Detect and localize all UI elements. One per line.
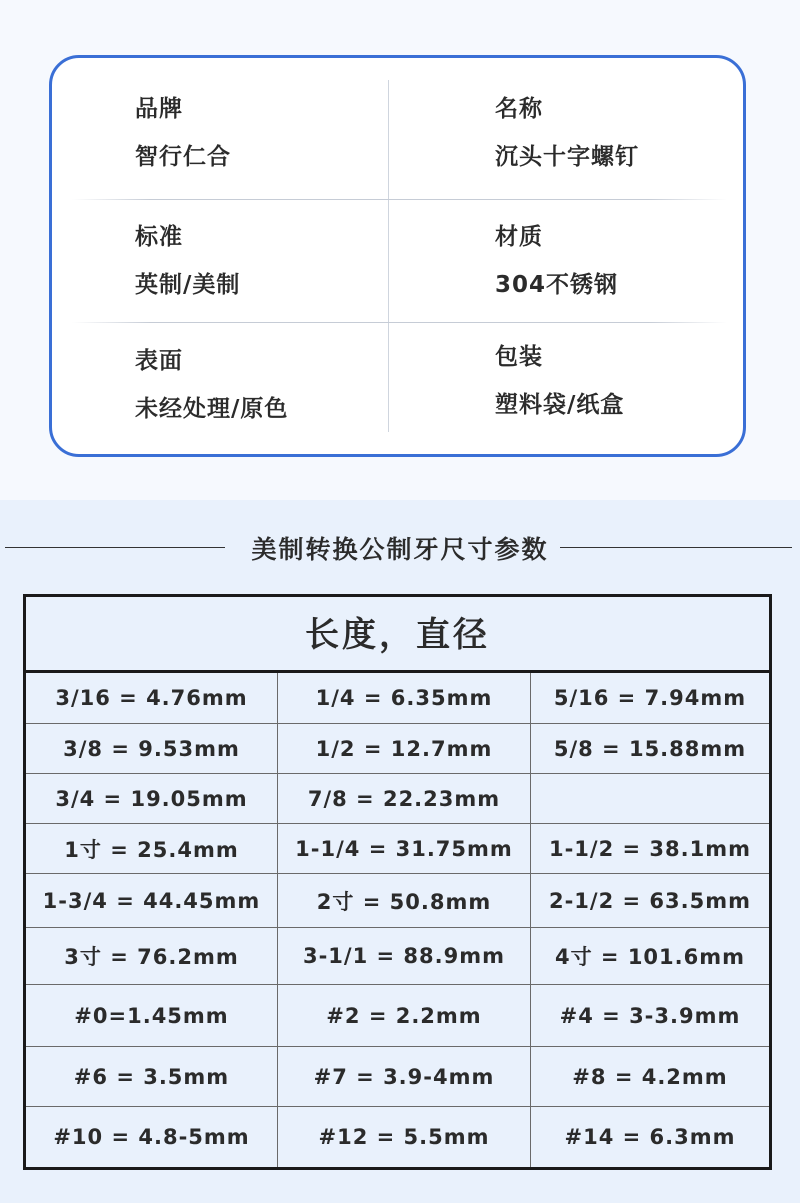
table-cell: 1-1/2 = 38.1mm [548,836,751,861]
spec-value: 智行仁合 [135,144,231,170]
spec-value: 沉头十字螺钉 [495,144,639,170]
table-cell: #2 = 2.2mm [278,985,531,1046]
spec-label: 标准 [135,224,183,250]
table-cell: #12 = 5.5mm [278,1107,531,1167]
table-cell: #0=1.45mm [26,985,278,1046]
spec-label: 表面 [135,348,183,374]
spec-surface [135,346,435,424]
size-table [23,594,772,1170]
spec-label: 包装 [495,344,543,370]
spec-standard [135,222,435,300]
spec-label: 名称 [495,96,543,122]
table-row [26,1047,769,1107]
table-row [26,774,769,824]
table-cell [531,774,769,823]
table-row [26,928,769,985]
table-row [26,874,769,928]
table-cell: 1-3/4 = 44.45mm [26,874,278,927]
table-grid [26,673,769,1167]
table-cell: 1-1/4 = 31.75mm [278,824,531,873]
table-row [26,1107,769,1167]
table-cell: 3/8 = 9.53mm [26,724,278,773]
spec-brand [135,94,435,172]
table-cell: 1/4 = 6.35mm [278,673,531,723]
table-cell: 7/8 = 22.23mm [278,774,531,823]
table-cell: 3寸 = 76.2mm [26,928,278,984]
spec-value: 未经处理/原色 [135,396,289,422]
spec-label: 材质 [495,224,543,250]
section-title-wrap [0,530,800,566]
table-row [26,985,769,1047]
table-cell: #4 = 3-3.9mm [559,1003,741,1028]
spec-value: 英制/美制 [135,272,241,298]
spec-value: 塑料袋/纸盒 [495,392,625,418]
table-cell: 3/4 = 19.05mm [26,774,278,823]
row-divider [72,199,727,200]
section-heading [0,528,800,568]
table-header: 长度，直径 [26,597,769,673]
table-cell: 3/16 = 4.76mm [26,673,278,723]
table-cell: 1/2 = 12.7mm [278,724,531,773]
section-title: 美制转换公制牙尺寸参数 [247,535,552,564]
table-cell: #7 = 3.9-4mm [278,1047,531,1106]
spec-name [495,94,746,172]
spec-value: 304不锈钢 [495,272,619,298]
spec-packaging [495,342,746,420]
table-cell: #8 = 4.2mm [572,1064,728,1089]
spec-label: 品牌 [135,96,183,122]
table-cell: 3-1/1 = 88.9mm [278,928,531,984]
row-divider [72,322,727,323]
table-cell: #10 = 4.8-5mm [26,1107,278,1167]
table-cell: #14 = 6.3mm [564,1125,736,1149]
spec-material [495,222,746,300]
table-row [26,824,769,874]
table-cell: 2寸 = 50.8mm [278,874,531,927]
table-cell: 2-1/2 = 63.5mm [548,888,751,913]
table-cell: 1寸 = 25.4mm [26,824,278,873]
table-cell: 4寸 = 101.6mm [554,945,746,969]
table-row [26,724,769,774]
table-row [26,673,769,724]
table-cell: 5/8 = 15.88mm [553,736,747,761]
table-cell: #6 = 3.5mm [26,1047,278,1106]
spec-card [49,55,746,457]
table-cell: 5/16 = 7.94mm [553,686,747,710]
